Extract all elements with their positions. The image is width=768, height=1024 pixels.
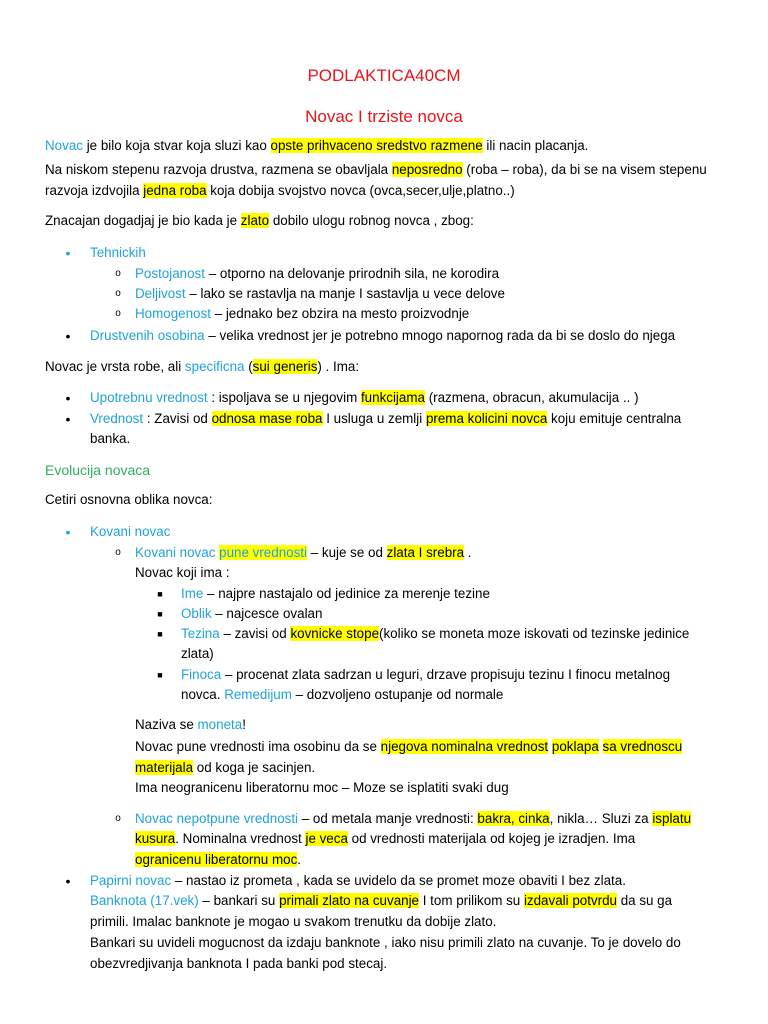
document-title: PODLAKTICA40CM [307, 66, 461, 85]
circle-bullet-icon: o [115, 268, 121, 279]
paragraph-line: Na niskom stepenu razvoja drustva, razmena se obavljala neposredno (roba – roba), da bi se na visem stepenu [45, 162, 707, 177]
highlight: kusura [135, 831, 176, 846]
circle-bullet-icon: o [115, 308, 121, 319]
list-item-oblik: Oblik – najcesce ovalan [181, 606, 323, 621]
list-item-nepotpune: Novac nepotpune vrednosti – od metala manje vrednosti: bakra, cinka, nikla… Sluzi za isplatu [135, 811, 692, 826]
list-item-tezina: Tezina – zavisi od kovnicke stope(koliko se moneta moze iskovati od tezinske jedinice [181, 626, 690, 641]
list-item-continuation: zlata) [181, 646, 214, 661]
highlight: sa vrednoscu [602, 739, 683, 754]
list-item-drustvenih: Drustvenih osobina – velika vrednost jer je potrebno mnogo napornog rada da bi se doslo do njega [90, 328, 676, 343]
highlight: bakra, cinka [477, 811, 550, 826]
highlight: zlato [240, 213, 270, 228]
section-heading-evolucija: Evolucija novaca [45, 462, 151, 478]
list-item-vrednost: Vrednost : Zavisi od odnosa mase roba I usluga u zemlji prema kolicini novca koju emituje centralna [90, 411, 682, 426]
bullet-icon: • [65, 328, 71, 344]
paragraph-novac-definition: Novac je bilo koja stvar koja sluzi kao opste prihvaceno sredstvo razmene ili nacin placanja. [45, 138, 589, 153]
highlight: jedna roba [143, 183, 207, 198]
paragraph-line: materijala od koga je sacinjen. [135, 760, 316, 775]
paragraph-line: Bankari su uvideli mogucnost da izdaju banknote , iako nisu primili zlato na cuvanje. To je dovelo do [90, 935, 681, 950]
term-novac: Novac [45, 138, 83, 153]
circle-bullet-icon: o [115, 813, 121, 824]
bullet-icon: • [65, 873, 71, 889]
paragraph-line: obezvredjivanja banknota I pada banki pod stecaj. [90, 956, 388, 971]
list-item-continuation: ogranicenu liberatornu moc. [135, 852, 302, 867]
circle-bullet-icon: o [115, 547, 121, 558]
paragraph-banknota: Banknota (17.vek) – bankari su primali zlato na cuvanje I tom prilikom su izdavali potvrdu da su ga [90, 893, 673, 908]
highlight: neposredno [391, 162, 463, 177]
paragraph-vrsta-robe: Novac je vrsta robe, ali specificna (sui generis) . Ima: [45, 359, 360, 374]
paragraph-line: razvoja izdvojila jedna roba koja dobija svojstvo novca (ovca,secer,ulje,platno..) [45, 183, 515, 198]
square-bullet-icon: ■ [157, 629, 163, 639]
highlight: pune vrednosti [219, 545, 307, 560]
paragraph-line: Novac koji ima : [135, 565, 230, 580]
highlight: isplatu [652, 811, 692, 826]
square-bullet-icon: ■ [157, 609, 163, 619]
highlight: zlata I srebra [386, 545, 465, 560]
list-item-kovani-novac: Kovani novac [90, 524, 171, 539]
list-item-papirni-novac: Papirni novac – nastao iz prometa , kada se uvidelo da se promet moze obaviti I bez zlata. [90, 873, 626, 888]
paragraph-zlato: Znacajan dogadjaj je bio kada je zlato dobilo ulogu robnog novca , zbog: [45, 213, 474, 228]
paragraph-line: Ima neogranicenu liberatornu moc – Moze se isplatiti svaki dug [135, 780, 509, 795]
circle-bullet-icon: o [115, 288, 121, 299]
list-item-ime: Ime – najpre nastajalo od jedinice za merenje tezine [181, 586, 490, 601]
highlight: odnosa mase roba [211, 411, 323, 426]
square-bullet-icon: ■ [157, 589, 163, 599]
list-item-pune-vrednosti: Kovani novac pune vrednosti – kuje se od zlata I srebra . [135, 545, 472, 560]
paragraph-naziva-moneta: Naziva se moneta! [135, 717, 246, 732]
paragraph-cetiri-oblika: Cetiri osnovna oblika novca: [45, 492, 213, 507]
highlight: njegova nominalna vrednost [380, 739, 549, 754]
bullet-icon: • [65, 524, 71, 540]
list-item-homogenost: Homogenost – jednako bez obzira na mesto proizvodnje [135, 306, 470, 321]
highlight: sui generis [252, 359, 318, 374]
highlight: poklapa [551, 739, 599, 754]
paragraph-line: primili. Imalac banknote je mogao u svakom trenutku da dobije zlato. [90, 914, 497, 929]
highlight: izdavali potvrdu [523, 893, 617, 908]
highlight: opste prihvaceno sredstvo razmene [270, 138, 483, 153]
bullet-icon: • [65, 245, 71, 261]
list-item-continuation: kusura. Nominalna vrednost je veca od vrednosti materijala od kojeg je izradjen. Ima [135, 831, 636, 846]
square-bullet-icon: ■ [157, 670, 163, 680]
list-item-tehnickih: Tehnickih [90, 245, 146, 260]
bullet-icon: • [65, 390, 71, 406]
list-item-postojanost: Postojanost – otporno na delovanje prirodnih sila, ne korodira [135, 266, 500, 281]
list-item-continuation: banka. [90, 431, 131, 446]
highlight: je veca [305, 831, 348, 846]
highlight: kovnicke stope [290, 626, 380, 641]
list-item-continuation: novca. Remedijum – dozvoljeno ostupanje od normale [181, 687, 504, 702]
list-item-finoca: Finoca – procenat zlata sadrzan u leguri, drzave propisuju tezinu I finocu metalnog [181, 667, 671, 682]
document-subtitle: Novac I trziste novca [305, 107, 463, 126]
bullet-icon: • [65, 411, 71, 427]
list-item-deljivost: Deljivost – lako se rastavlja na manje I sastavlja u vece delove [135, 286, 505, 301]
highlight: materijala [135, 760, 194, 775]
highlight: ogranicenu liberatornu moc [135, 852, 298, 867]
highlight: prema kolicini novca [425, 411, 548, 426]
highlight: funkcijama [360, 390, 425, 405]
paragraph-pune-vrednosti: Novac pune vrednosti ima osobinu da se njegova nominalna vrednost poklapa sa vrednoscu [135, 739, 683, 754]
highlight: primali zlato na cuvanje [279, 893, 420, 908]
list-item-upotrebna: Upotrebnu vrednost : ispoljava se u njegovim funkcijama (razmena, obracun, akumulacija .. ) [90, 390, 639, 405]
